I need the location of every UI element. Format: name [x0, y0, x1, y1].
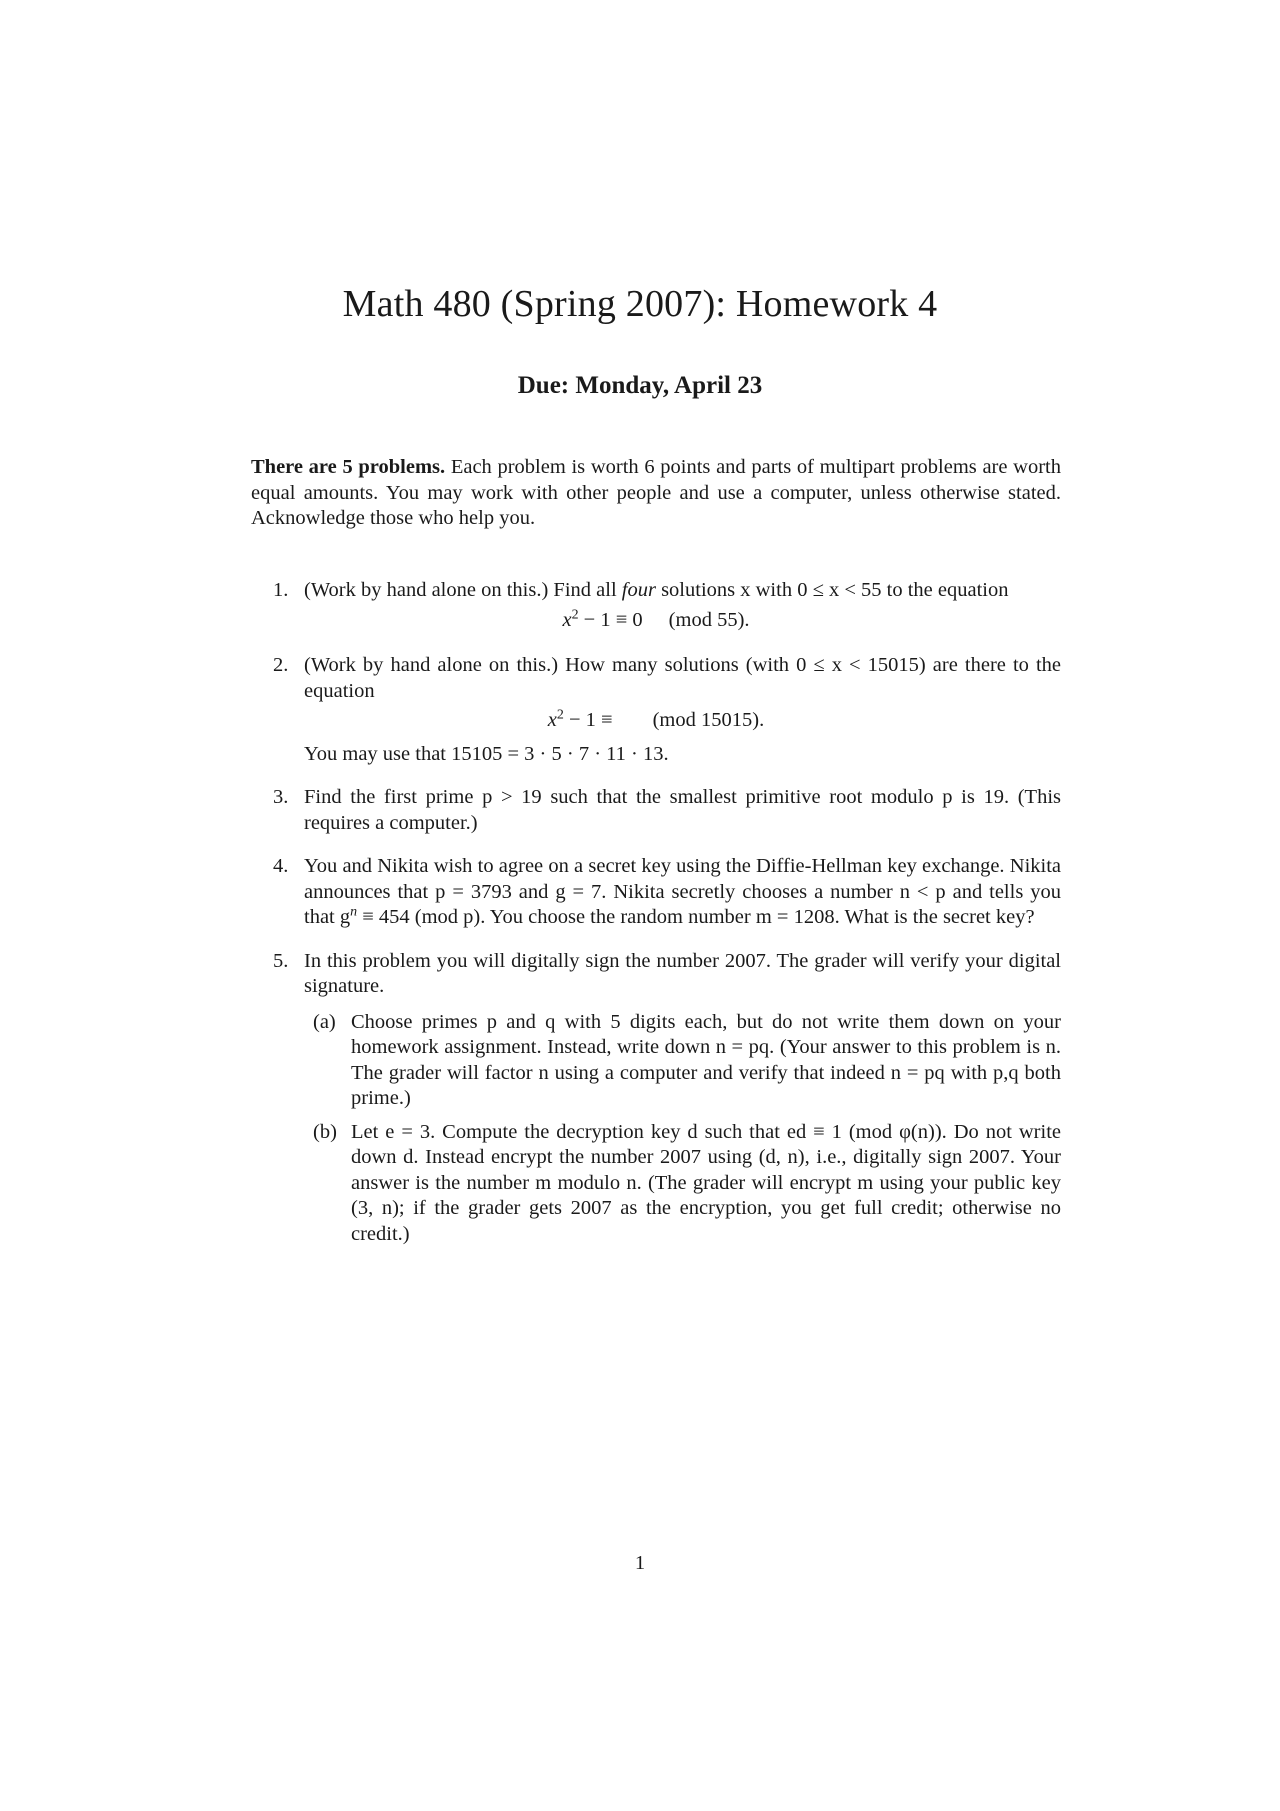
equation-rhs: − 1 ≡	[563, 709, 613, 731]
problem-number: 1.	[273, 579, 289, 601]
problem-text: Find the first prime p > 19 such that the smallest primitive root modulo p is 19. (This requires a computer.)	[304, 786, 1061, 834]
problem-text-part: solutions x with 0 ≤ x < 55 to the equation	[655, 579, 1009, 601]
problem-2	[251, 653, 1061, 767]
page-number: 1	[634, 1552, 646, 1574]
subpart-a	[304, 1010, 1061, 1112]
problem-text: (Work by hand alone on this.) How many solutions (with 0 ≤ x < 15015) are there to the equation	[304, 654, 1061, 702]
problem-4	[251, 854, 1061, 931]
problem-text-emphasis: four	[621, 579, 656, 601]
subpart-label: (b)	[313, 1120, 337, 1143]
problem-note: You may use that 15105 = 3 · 5 · 7 · 11 · 13.	[304, 742, 669, 765]
equation-variable: x	[562, 608, 572, 631]
problem-text-part: (Work by hand alone on this.) Find all	[304, 579, 622, 601]
intro-text: Each problem is worth 6 points and parts of multipart problems are worth equal amounts. You may work with other people and use a computer, unless otherwise stated. Acknowledge those who help you.	[251, 456, 1061, 529]
problem-1	[251, 578, 1061, 635]
problem-3	[251, 785, 1061, 836]
equation-exponent: 2	[571, 606, 579, 622]
subpart-list	[304, 1010, 1061, 1248]
problem-text-part: ≡ 454 (mod p). You choose the random number m = 1208. What is the secret key?	[357, 906, 1035, 928]
problem-list	[251, 578, 1061, 1265]
intro-bold: There are 5 problems.	[251, 456, 446, 478]
equation	[251, 704, 1061, 736]
problem-number: 3.	[273, 786, 289, 808]
equation-modulus: (mod 55).	[668, 608, 750, 631]
subpart-text: Let e = 3. Compute the decryption key d such that ed ≡ 1 (mod φ(n)). Do not write down d. Instead encrypt the number 2007 using (d, n), i.e., digitally sign 2007. Your answer is the number m modulo n. (The grader will encrypt m using your public key (3, n); if the grader gets 2007 as the encryption, you get full credit; otherwise no credit.)	[351, 1120, 1061, 1245]
problem-text-part: You and Nikita wish to agree on a secret key using the Diffie-Hellman key exchange. Nikita announces that p = 3793 and g = 7. Nikita secretly chooses a number n < p and tells you that g	[304, 855, 1061, 928]
equation	[251, 604, 1061, 636]
problem-text	[304, 578, 1061, 604]
equation-modulus: (mod 15015).	[652, 709, 765, 731]
problem-text	[304, 854, 1061, 931]
subpart-b	[304, 1120, 1061, 1248]
problem-text-exponent: n	[350, 904, 358, 920]
intro-paragraph	[251, 455, 1061, 532]
equation-rhs: − 1 ≡ 0	[578, 608, 643, 631]
equation-exponent: 2	[556, 707, 564, 723]
problem-number: 5.	[273, 949, 289, 972]
subpart-label: (a)	[313, 1010, 336, 1033]
problem-text: In this problem you will digitally sign the number 2007. The grader will verify your digital signature.	[304, 949, 1061, 997]
due-date: Due: Monday, April 23	[517, 372, 763, 399]
document-title: Math 480 (Spring 2007): Homework 4	[342, 283, 938, 325]
equation-variable: x	[547, 709, 557, 731]
subpart-text: Choose primes p and q with 5 digits each, but do not write them down on your homework assignment. Instead, write down n = pq. (Your answer to this problem is n. The grader will factor n using a computer and verify that indeed n = pq with p,q both prime.)	[351, 1010, 1061, 1109]
problem-5	[251, 949, 1061, 1248]
problem-number: 4.	[273, 855, 289, 877]
problem-number: 2.	[273, 654, 289, 676]
